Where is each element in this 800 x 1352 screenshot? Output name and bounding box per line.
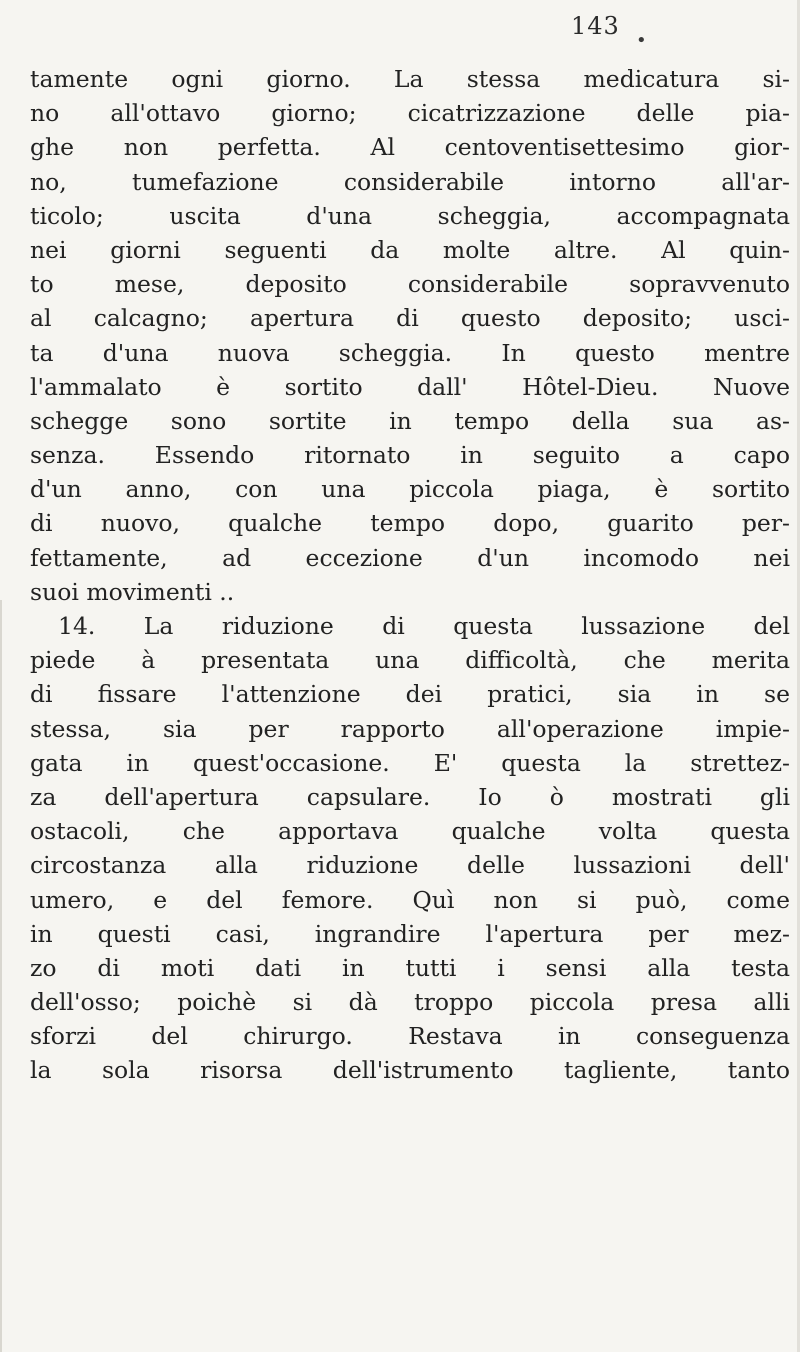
text-line: la sola risorsa dell'istrumento tagliente, tanto <box>30 1056 790 1085</box>
text-line: tamente ogni giorno. La stessa medicatura si- <box>30 65 790 93</box>
text-line: 14. La riduzione di questa lussazione del <box>58 612 790 640</box>
text-line: zo di moti dati in tutti i sensi alla testa <box>30 953 790 982</box>
text-line: no all'ottavo giorno; cicatrizzazione delle pia- <box>30 99 790 128</box>
text-line: umero, e del femore. Quì non si può, come <box>30 885 790 914</box>
text-line: ghe non perfetta. Al centoventisettesimo gior- <box>30 133 790 162</box>
text-line: sforzi del chirurgo. Restava in conseguenza <box>30 1022 790 1051</box>
body-text <box>30 62 790 1088</box>
text-line: l'ammalato è sortito dall' Hôtel-Dieu. Nuove <box>30 372 790 401</box>
text-line: dell'osso; poichè si dà troppo piccola presa alli <box>30 988 790 1017</box>
text-line: al calcagno; apertura di questo deposito; usci- <box>30 304 790 333</box>
text-line: di fissare l'attenzione dei pratici, sia in se <box>30 680 790 709</box>
printer-mark: • <box>636 30 647 51</box>
text-line: nei giorni seguenti da molte altre. Al quin- <box>30 235 790 264</box>
text-line: za dell'apertura capsulare. Io ò mostrati gli <box>30 782 790 811</box>
text-line: no, tumefazione considerabile intorno all'ar- <box>30 167 790 196</box>
text-line: senza. Essendo ritornato in seguito a capo <box>30 441 790 470</box>
text-line: piede à presentata una difficoltà, che merita <box>30 646 790 675</box>
text-line: d'un anno, con una piccola piaga, è sortito <box>30 475 790 504</box>
page-gutter-shadow <box>0 600 2 1352</box>
text-line: ticolo; uscita d'una scheggia, accompagnata <box>30 201 790 230</box>
text-line: to mese, deposito considerabile sopravvenuto <box>30 270 790 299</box>
text-line: ostacoli, che apportava qualche volta questa <box>30 817 790 846</box>
text-line: ta d'una nuova scheggia. In questo mentre <box>30 338 790 367</box>
text-line: di nuovo, qualche tempo dopo, guarito per- <box>30 509 790 538</box>
text-line: suoi movimenti .. <box>30 577 235 606</box>
text-line: schegge sono sortite in tempo della sua as- <box>30 406 790 435</box>
text-line: stessa, sia per rapporto all'operazione impie- <box>30 714 790 743</box>
text-line: gata in quest'occasione. E' questa la strettez- <box>30 748 790 777</box>
text-line: in questi casi, ingrandire l'apertura per mez- <box>30 919 790 948</box>
text-line: circostanza alla riduzione delle lussazioni dell' <box>30 851 790 880</box>
page-number: 143 <box>571 12 620 40</box>
text-line: fettamente, ad eccezione d'un incomodo nei <box>30 543 790 572</box>
